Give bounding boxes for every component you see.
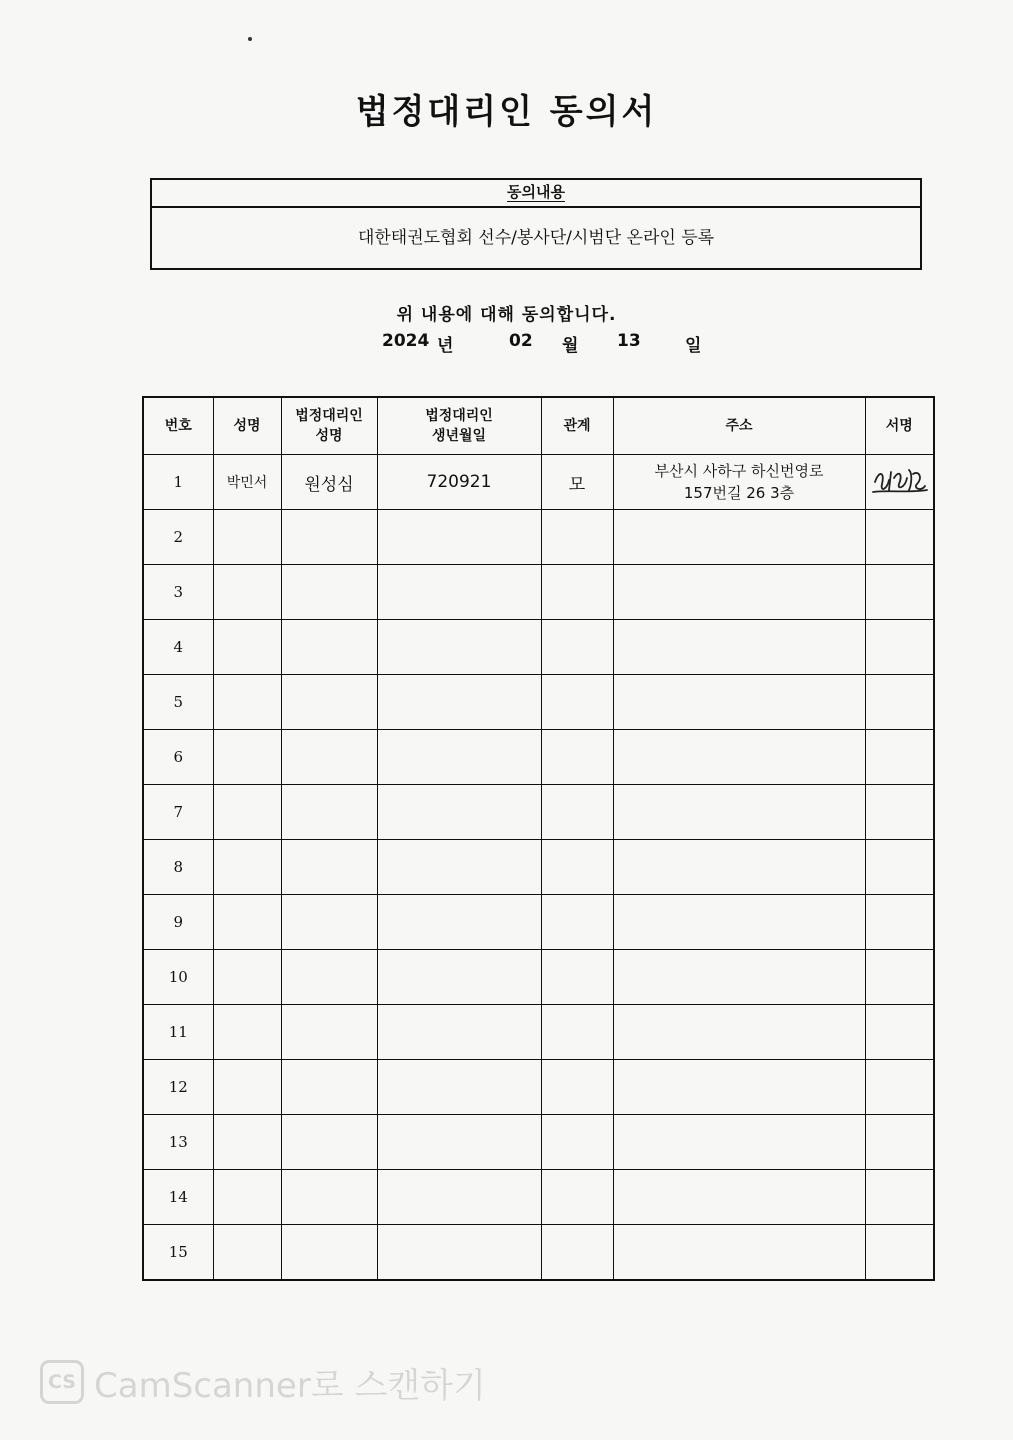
row-guardian-name — [281, 785, 377, 840]
row-signature — [865, 785, 934, 840]
row-no: 3 — [143, 565, 213, 620]
row-guardian-birth: 720921 — [377, 455, 541, 510]
date-day: 13 — [617, 331, 641, 351]
row-guardian-birth — [377, 1170, 541, 1225]
header-guardian-name: 법정대리인 성명 — [281, 397, 377, 455]
row-signature — [865, 1115, 934, 1170]
row-guardian-birth — [377, 565, 541, 620]
row-guardian-birth — [377, 1225, 541, 1281]
row-name — [213, 1225, 281, 1281]
row-name — [213, 620, 281, 675]
consent-content-box — [150, 178, 922, 270]
row-signature — [865, 510, 934, 565]
row-name — [213, 730, 281, 785]
row-guardian-birth — [377, 950, 541, 1005]
row-address — [613, 840, 865, 895]
row-guardian-name — [281, 730, 377, 785]
header-no: 번호 — [143, 397, 213, 455]
date-month-unit: 월 — [562, 336, 579, 356]
camscanner-watermark — [40, 1358, 486, 1406]
row-signature — [865, 620, 934, 675]
row-relation — [541, 1115, 613, 1170]
row-guardian-name — [281, 1170, 377, 1225]
row-guardian-birth — [377, 730, 541, 785]
row-address — [613, 565, 865, 620]
header-name: 성명 — [213, 397, 281, 455]
row-guardian-name — [281, 510, 377, 565]
row-no: 14 — [143, 1170, 213, 1225]
row-relation — [541, 510, 613, 565]
row-address — [613, 1115, 865, 1170]
row-name — [213, 1170, 281, 1225]
row-no: 11 — [143, 1005, 213, 1060]
row-signature — [865, 895, 934, 950]
row-address — [613, 455, 865, 510]
camscanner-watermark-text: CamScanner로 스캔하기 — [94, 1365, 486, 1406]
table-row — [143, 620, 934, 675]
camscanner-logo-icon: CS — [40, 1360, 84, 1404]
table-row — [143, 950, 934, 1005]
row-signature — [865, 455, 934, 510]
table-row — [143, 565, 934, 620]
header-guardian-birth: 법정대리인 생년월일 — [377, 397, 541, 455]
table-row — [143, 510, 934, 565]
row-guardian-name: 원성심 — [281, 455, 377, 510]
row-no: 1 — [143, 455, 213, 510]
row-guardian-name — [281, 1060, 377, 1115]
table-row — [143, 840, 934, 895]
row-signature — [865, 730, 934, 785]
row-signature — [865, 1005, 934, 1060]
row-signature — [865, 840, 934, 895]
row-address — [613, 1170, 865, 1225]
row-no: 4 — [143, 620, 213, 675]
row-guardian-birth — [377, 675, 541, 730]
row-guardian-name — [281, 1115, 377, 1170]
row-relation — [541, 895, 613, 950]
row-name — [213, 565, 281, 620]
row-relation — [541, 1060, 613, 1115]
table-row — [143, 1060, 934, 1115]
row-signature — [865, 1170, 934, 1225]
row-relation — [541, 620, 613, 675]
table-row — [143, 1225, 934, 1281]
row-address — [613, 1005, 865, 1060]
row-address — [613, 950, 865, 1005]
row-address — [613, 895, 865, 950]
consent-content-heading-text: 동의내용 — [507, 183, 565, 201]
header-address: 주소 — [613, 397, 865, 455]
handwritten-signature — [869, 460, 929, 500]
row-signature — [865, 950, 934, 1005]
row-address — [613, 785, 865, 840]
row-relation — [541, 1170, 613, 1225]
row-name — [213, 895, 281, 950]
row-address — [613, 730, 865, 785]
row-relation — [541, 785, 613, 840]
agreement-statement: 위 내용에 대해 동의합니다. — [396, 305, 617, 325]
row-address — [613, 620, 865, 675]
row-signature — [865, 1060, 934, 1115]
row-guardian-name — [281, 950, 377, 1005]
row-name — [213, 1115, 281, 1170]
row-no: 5 — [143, 675, 213, 730]
guardian-roster-table — [142, 396, 935, 1281]
row-address-line1: 부산시 사하구 하신번영로 — [654, 462, 824, 480]
row-relation — [541, 840, 613, 895]
row-no: 10 — [143, 950, 213, 1005]
row-guardian-birth — [377, 510, 541, 565]
row-no: 2 — [143, 510, 213, 565]
row-guardian-birth — [377, 785, 541, 840]
row-guardian-name — [281, 895, 377, 950]
row-signature — [865, 565, 934, 620]
table-header-row — [143, 397, 934, 455]
date-year: 2024 — [382, 331, 430, 351]
row-name — [213, 785, 281, 840]
row-guardian-birth — [377, 895, 541, 950]
row-guardian-name — [281, 620, 377, 675]
row-address-line2: 157번길 26 3층 — [683, 484, 795, 502]
row-guardian-name — [281, 1225, 377, 1281]
row-guardian-birth — [377, 840, 541, 895]
table-row — [143, 1115, 934, 1170]
row-guardian-name — [281, 1005, 377, 1060]
row-relation — [541, 1225, 613, 1281]
row-no: 7 — [143, 785, 213, 840]
row-no: 12 — [143, 1060, 213, 1115]
row-signature — [865, 1225, 934, 1281]
table-row — [143, 675, 934, 730]
row-guardian-birth — [377, 1060, 541, 1115]
row-name — [213, 1005, 281, 1060]
consent-content-body: 대한태권도협회 선수/봉사단/시범단 온라인 등록 — [357, 228, 715, 248]
table-row — [143, 895, 934, 950]
row-name — [213, 950, 281, 1005]
row-relation — [541, 1005, 613, 1060]
row-guardian-name — [281, 840, 377, 895]
table-row — [143, 1170, 934, 1225]
row-guardian-birth — [377, 1005, 541, 1060]
consent-content-heading — [152, 180, 920, 208]
row-name: 박민서 — [213, 455, 281, 510]
header-signature: 서명 — [865, 397, 934, 455]
row-relation — [541, 950, 613, 1005]
row-name — [213, 510, 281, 565]
row-guardian-name — [281, 565, 377, 620]
row-guardian-birth — [377, 1115, 541, 1170]
row-no: 6 — [143, 730, 213, 785]
row-no: 13 — [143, 1115, 213, 1170]
row-no: 15 — [143, 1225, 213, 1281]
date-month: 02 — [509, 331, 533, 351]
row-name — [213, 840, 281, 895]
row-address — [613, 675, 865, 730]
row-relation — [541, 675, 613, 730]
row-name — [213, 675, 281, 730]
row-address — [613, 1060, 865, 1115]
table-row — [143, 455, 934, 510]
row-relation — [541, 730, 613, 785]
row-guardian-birth — [377, 620, 541, 675]
row-no: 8 — [143, 840, 213, 895]
table-row — [143, 730, 934, 785]
date-day-unit: 일 — [685, 336, 702, 356]
row-relation: 모 — [541, 455, 613, 510]
date-year-unit: 년 — [437, 336, 454, 356]
table-row — [143, 785, 934, 840]
scan-speck — [248, 37, 252, 41]
table-row — [143, 1005, 934, 1060]
row-address — [613, 1225, 865, 1281]
row-no: 9 — [143, 895, 213, 950]
row-guardian-name — [281, 675, 377, 730]
row-relation — [541, 565, 613, 620]
row-address — [613, 510, 865, 565]
header-relation: 관계 — [541, 397, 613, 455]
document-title: 법정대리인 동의서 — [355, 92, 658, 132]
row-name — [213, 1060, 281, 1115]
row-signature — [865, 675, 934, 730]
